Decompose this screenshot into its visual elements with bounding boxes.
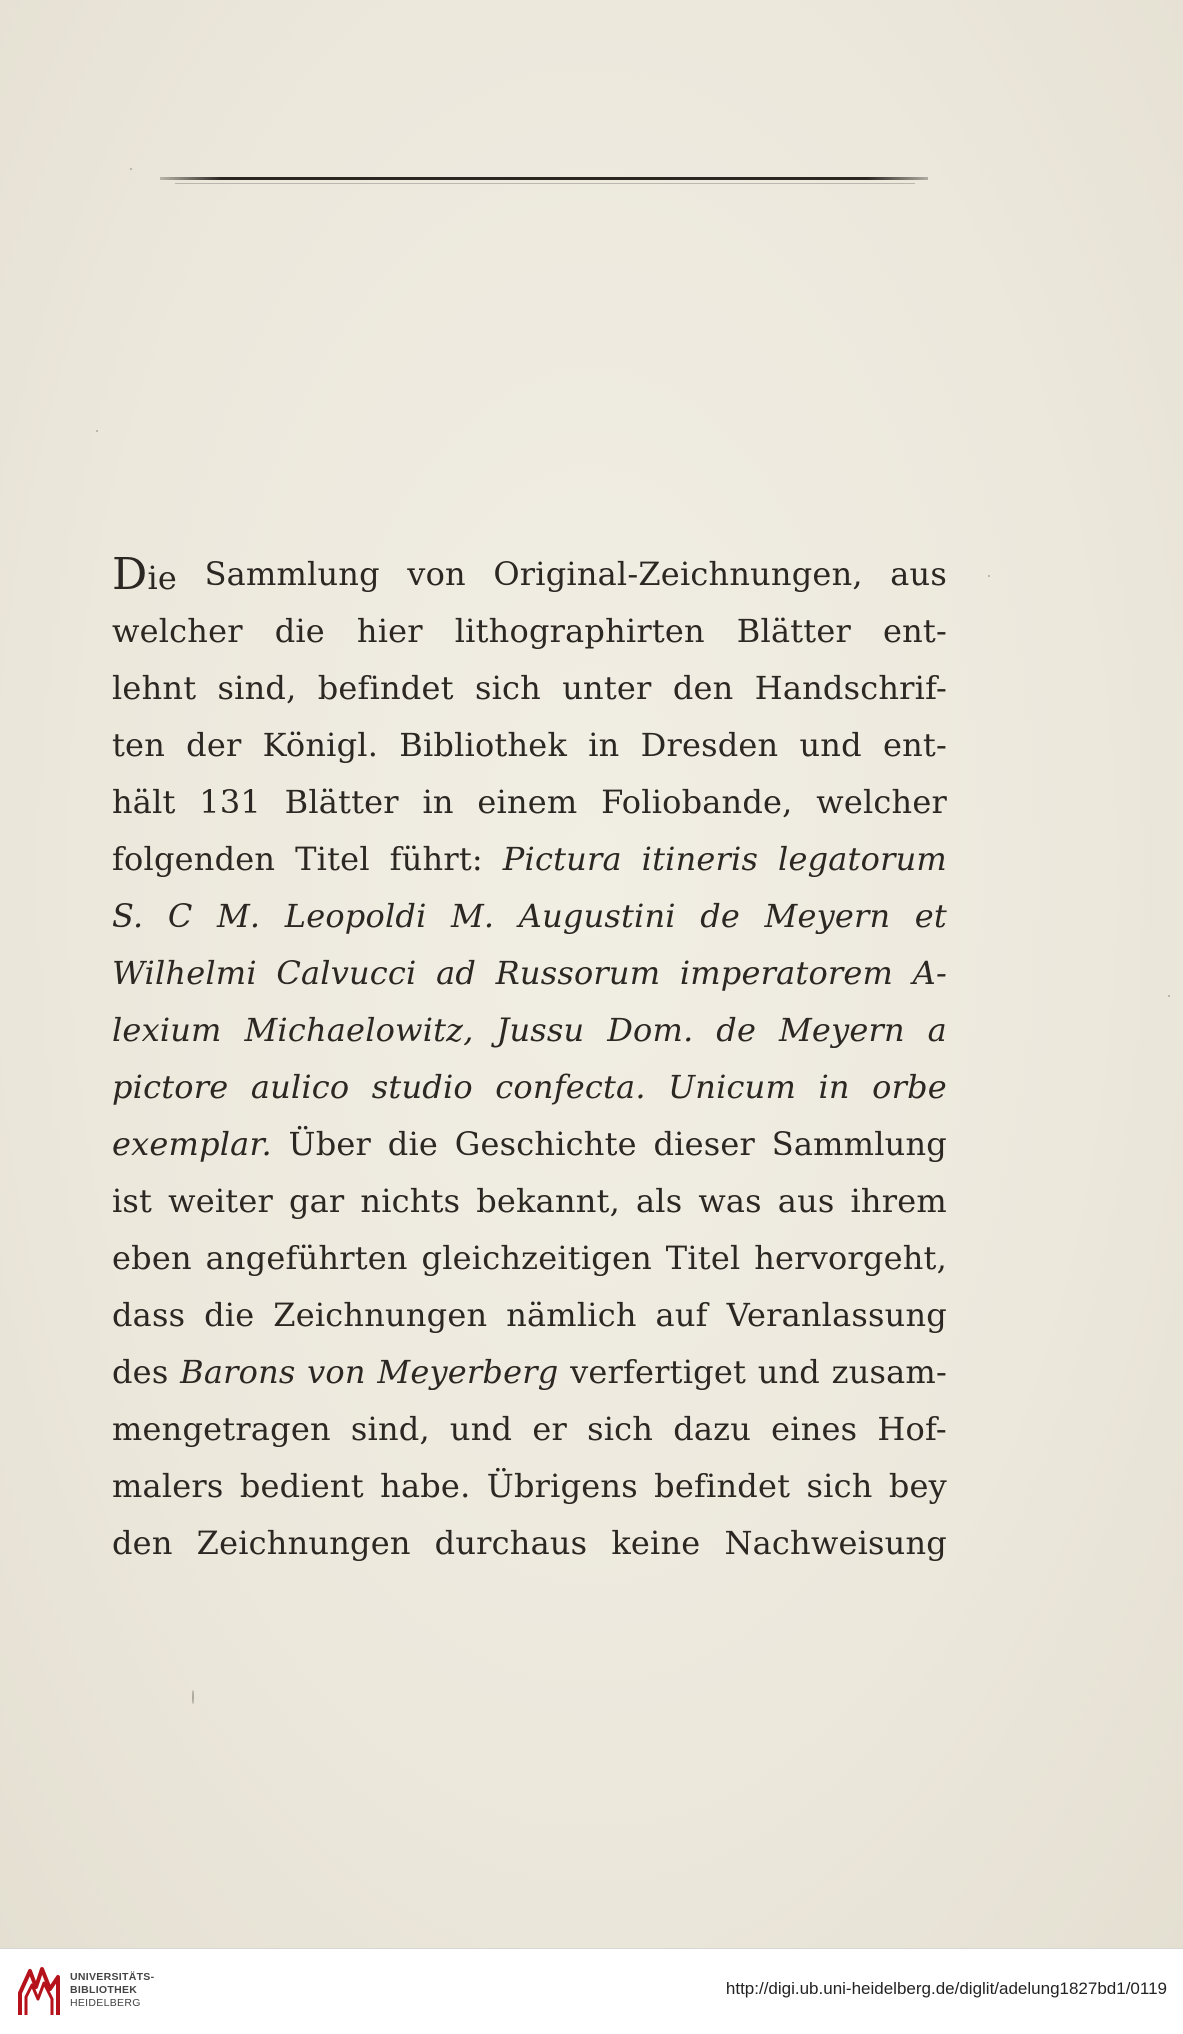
text-word: Sammlung bbox=[771, 1125, 947, 1163]
text-word: Foliobande, bbox=[601, 783, 793, 821]
text-word: orbe bbox=[872, 1068, 947, 1106]
text-word: Über bbox=[288, 1125, 372, 1163]
source-url-link[interactable]: http://digi.ub.uni-heidelberg.de/diglit/adelung1827bd1/0119 bbox=[725, 1979, 1167, 1998]
paper-speck bbox=[130, 168, 132, 170]
text-word: hält bbox=[112, 783, 176, 821]
text-word: in bbox=[588, 726, 620, 764]
text-word: lexium bbox=[112, 1011, 222, 1049]
text-line bbox=[112, 546, 947, 603]
text-word: 131 bbox=[199, 783, 261, 821]
text-word: eines bbox=[771, 1410, 858, 1448]
text-word: ad bbox=[436, 954, 477, 992]
text-word: sich bbox=[474, 669, 541, 707]
text-word: gleichzeitigen bbox=[421, 1239, 652, 1277]
text-word: Blätter bbox=[284, 783, 399, 821]
text-word: führt: bbox=[389, 840, 483, 878]
text-word: welcher bbox=[816, 783, 947, 821]
text-word: Original-Zeichnungen, bbox=[493, 555, 863, 593]
text-word: angeführten bbox=[205, 1239, 408, 1277]
text-word: M. bbox=[216, 897, 261, 935]
text-word: Königl. bbox=[262, 726, 379, 764]
text-word: Nachweisung bbox=[724, 1524, 947, 1562]
text-word: die bbox=[387, 1125, 439, 1163]
text-word: als bbox=[635, 1182, 683, 1220]
text-word: bey bbox=[888, 1467, 947, 1505]
institution-line-2: BIBLIOTHEK bbox=[70, 1984, 138, 1996]
paper-speck bbox=[1168, 995, 1170, 997]
text-word: et bbox=[914, 897, 947, 935]
text-word: sind, bbox=[217, 669, 297, 707]
text-word: die bbox=[204, 1296, 255, 1334]
text-word: mengetragen bbox=[112, 1410, 331, 1448]
text-line bbox=[112, 603, 947, 660]
text-word: dass bbox=[112, 1296, 186, 1334]
text-line bbox=[112, 831, 947, 888]
text-word: auf bbox=[655, 1296, 708, 1334]
text-word: M. bbox=[450, 897, 495, 935]
text-word: itineris bbox=[641, 840, 759, 878]
text-line bbox=[112, 1515, 947, 1572]
text-word: Michaelowitz, bbox=[244, 1011, 474, 1049]
text-word: Barons bbox=[180, 1353, 296, 1391]
text-word: Wilhelmi bbox=[112, 954, 257, 992]
text-word: a bbox=[927, 1011, 947, 1049]
text-word: pictore bbox=[112, 1068, 229, 1106]
text-line bbox=[112, 1230, 947, 1287]
text-word: eben bbox=[112, 1239, 192, 1277]
text-word: malers bbox=[112, 1467, 224, 1505]
text-line bbox=[112, 1173, 947, 1230]
text-word: Veranlassung bbox=[726, 1296, 947, 1334]
footer-bar bbox=[0, 1948, 1183, 2034]
text-word: lehnt bbox=[112, 669, 197, 707]
text-word: in bbox=[422, 783, 454, 821]
heidelberg-library-logo-icon bbox=[14, 1963, 64, 2021]
text-word: keine bbox=[611, 1524, 701, 1562]
text-word: Titel bbox=[295, 840, 370, 878]
text-word: Pictura bbox=[502, 840, 622, 878]
text-word: von bbox=[407, 555, 466, 593]
text-word: legatorum bbox=[778, 840, 947, 878]
text-word: einem bbox=[477, 783, 578, 821]
text-word: Zeichnungen bbox=[196, 1524, 411, 1562]
text-word: Meyerberg bbox=[377, 1353, 559, 1391]
text-word: Dom. bbox=[607, 1011, 694, 1049]
text-line bbox=[112, 945, 947, 1002]
text-line bbox=[112, 774, 947, 831]
text-word: Geschichte bbox=[454, 1125, 637, 1163]
text-word: verfertiget bbox=[570, 1353, 747, 1391]
text-word: bedient bbox=[239, 1467, 364, 1505]
text-word: befindet bbox=[654, 1467, 791, 1505]
text-word: und bbox=[757, 1353, 820, 1391]
text-word: A- bbox=[912, 954, 947, 992]
text-word: Augustini bbox=[518, 897, 676, 935]
paper-speck bbox=[192, 1690, 194, 1704]
text-word: Zeichnungen bbox=[273, 1296, 488, 1334]
text-word: unter bbox=[562, 669, 652, 707]
text-word: S. bbox=[112, 897, 144, 935]
text-word: sind, bbox=[350, 1410, 430, 1448]
text-word: C bbox=[167, 897, 193, 935]
text-word: was bbox=[698, 1182, 762, 1220]
text-word: den bbox=[672, 669, 734, 707]
text-word: Hof- bbox=[877, 1410, 947, 1448]
text-word: den bbox=[112, 1524, 173, 1562]
text-word: aulico bbox=[250, 1068, 350, 1106]
text-word: Leopoldi bbox=[284, 897, 427, 935]
text-word: confecta. bbox=[495, 1068, 646, 1106]
text-word: ist bbox=[112, 1182, 153, 1220]
text-line bbox=[112, 1344, 947, 1401]
text-word: Sammlung bbox=[204, 555, 380, 593]
text-word: weiter bbox=[168, 1182, 273, 1220]
text-word: aus bbox=[890, 555, 947, 593]
text-word: de bbox=[700, 897, 741, 935]
text-word: Unicum bbox=[668, 1068, 797, 1106]
text-word: Bibliothek bbox=[399, 726, 568, 764]
text-line bbox=[112, 1401, 947, 1458]
text-word: studio bbox=[371, 1068, 473, 1106]
paper-speck bbox=[96, 430, 98, 432]
text-line bbox=[112, 1002, 947, 1059]
text-word: des bbox=[112, 1353, 169, 1391]
text-word: Dresden bbox=[640, 726, 779, 764]
text-word: zusam- bbox=[831, 1353, 947, 1391]
text-line bbox=[112, 1059, 947, 1116]
text-word: ent- bbox=[882, 726, 947, 764]
text-word: Titel bbox=[665, 1239, 741, 1277]
text-word: Handschrif- bbox=[754, 669, 947, 707]
text-word: hier bbox=[356, 612, 423, 650]
text-word: habe. bbox=[380, 1467, 471, 1505]
text-word: und bbox=[449, 1410, 513, 1448]
body-text bbox=[112, 546, 947, 1572]
text-word: dazu bbox=[673, 1410, 752, 1448]
text-line bbox=[112, 1116, 947, 1173]
text-word: er bbox=[532, 1410, 567, 1448]
text-word: Blätter bbox=[736, 612, 851, 650]
text-word: Russorum bbox=[495, 954, 661, 992]
text-word: Die bbox=[112, 549, 178, 600]
top-rule-hairline bbox=[175, 183, 915, 184]
text-line bbox=[112, 660, 947, 717]
initial-letter: D bbox=[112, 549, 148, 600]
paper-speck bbox=[988, 575, 990, 577]
institution-line-1: UNIVERSITÄTS- bbox=[70, 1971, 155, 1983]
text-word: bekannt, bbox=[476, 1182, 620, 1220]
text-word: Jussu bbox=[496, 1011, 585, 1049]
text-word: in bbox=[818, 1068, 850, 1106]
text-word: sich bbox=[806, 1467, 873, 1505]
text-word: Meyern bbox=[778, 1011, 905, 1049]
text-word: de bbox=[716, 1011, 757, 1049]
top-rule bbox=[160, 177, 928, 180]
text-word: nichts bbox=[360, 1182, 461, 1220]
text-word: folgenden bbox=[112, 840, 276, 878]
text-line bbox=[112, 1458, 947, 1515]
text-word: Meyern bbox=[764, 897, 891, 935]
text-word: Übrigens bbox=[486, 1467, 638, 1505]
text-word: durchaus bbox=[434, 1524, 588, 1562]
text-word: ten bbox=[112, 726, 166, 764]
text-line bbox=[112, 888, 947, 945]
text-word: Calvucci bbox=[276, 954, 417, 992]
text-word: aus bbox=[777, 1182, 835, 1220]
text-word: hervorgeht, bbox=[754, 1239, 947, 1277]
text-word: exemplar. bbox=[112, 1125, 272, 1163]
text-word: ent- bbox=[882, 612, 947, 650]
institution-line-3: HEIDELBERG bbox=[70, 1997, 141, 2009]
text-word: und bbox=[799, 726, 862, 764]
text-word: befindet bbox=[317, 669, 454, 707]
text-word: gar bbox=[288, 1182, 345, 1220]
text-word: der bbox=[186, 726, 242, 764]
text-line bbox=[112, 1287, 947, 1344]
text-word: welcher bbox=[112, 612, 243, 650]
text-word: die bbox=[274, 612, 325, 650]
text-word: von bbox=[307, 1353, 366, 1391]
text-word: imperatorem bbox=[679, 954, 894, 992]
text-word: dieser bbox=[653, 1125, 755, 1163]
text-word: lithographirten bbox=[454, 612, 705, 650]
institution-name bbox=[70, 1971, 154, 2010]
text-word: ihrem bbox=[850, 1182, 947, 1220]
text-word: nämlich bbox=[506, 1296, 637, 1334]
text-word: sich bbox=[587, 1410, 654, 1448]
text-line bbox=[112, 717, 947, 774]
